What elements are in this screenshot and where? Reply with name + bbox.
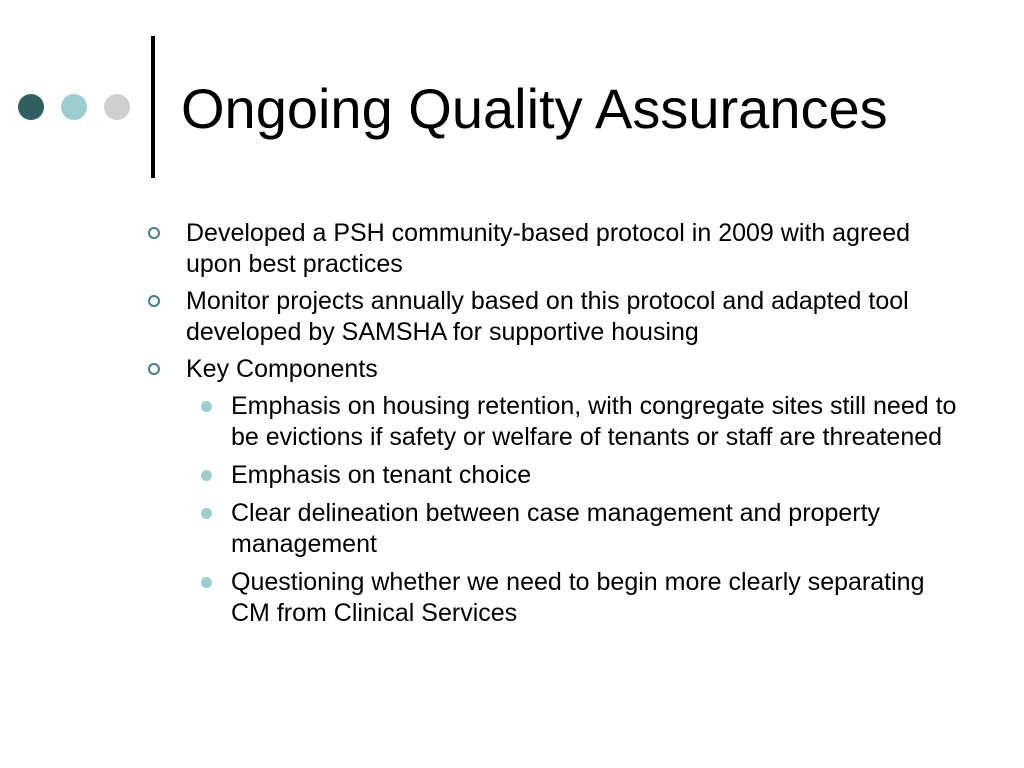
bullet-item: [146, 286, 966, 348]
sub-bullet-item: [186, 498, 966, 560]
decorative-dot-icon: [61, 94, 87, 120]
ring-bullet-icon: [148, 363, 160, 375]
sub-bullet-item: [186, 460, 966, 491]
sub-bullet-item: [186, 391, 966, 453]
decorative-dot-icon: [104, 94, 130, 120]
disc-bullet-icon: [201, 577, 212, 588]
disc-bullet-icon: [201, 470, 212, 481]
ring-bullet-icon: [148, 295, 160, 307]
sub-bullet-list: [186, 391, 966, 629]
decorative-dot-icon: [18, 94, 44, 120]
sub-bullet-text: Questioning whether we need to begin more clearly separating CM from Clinical Services: [231, 568, 925, 627]
sub-bullet-text: Emphasis on tenant choice: [231, 461, 532, 489]
bullet-text: Developed a PSH community-based protocol in 2009 with agreed upon best practices: [186, 219, 911, 278]
slide-title: Ongoing Quality Assurances: [181, 77, 888, 140]
slide-body: [146, 218, 966, 636]
disc-bullet-icon: [201, 508, 212, 519]
title-divider: [151, 36, 155, 178]
bullet-text: Monitor projects annually based on this protocol and adapted tool developed by SAMSHA for supportive housing: [186, 287, 909, 346]
sub-bullet-text: Emphasis on housing retention, with congregate sites still need to be evictions if safety or welfare of tenants or staff are threatened: [231, 392, 957, 451]
bullet-text: Key Components: [186, 355, 378, 383]
sub-bullet-text: Clear delineation between case management and property management: [231, 499, 881, 558]
bullet-list: [146, 218, 966, 629]
disc-bullet-icon: [201, 401, 212, 412]
ring-bullet-icon: [148, 227, 160, 239]
bullet-item: [146, 354, 966, 629]
bullet-item: [146, 218, 966, 280]
sub-bullet-item: [186, 567, 966, 629]
